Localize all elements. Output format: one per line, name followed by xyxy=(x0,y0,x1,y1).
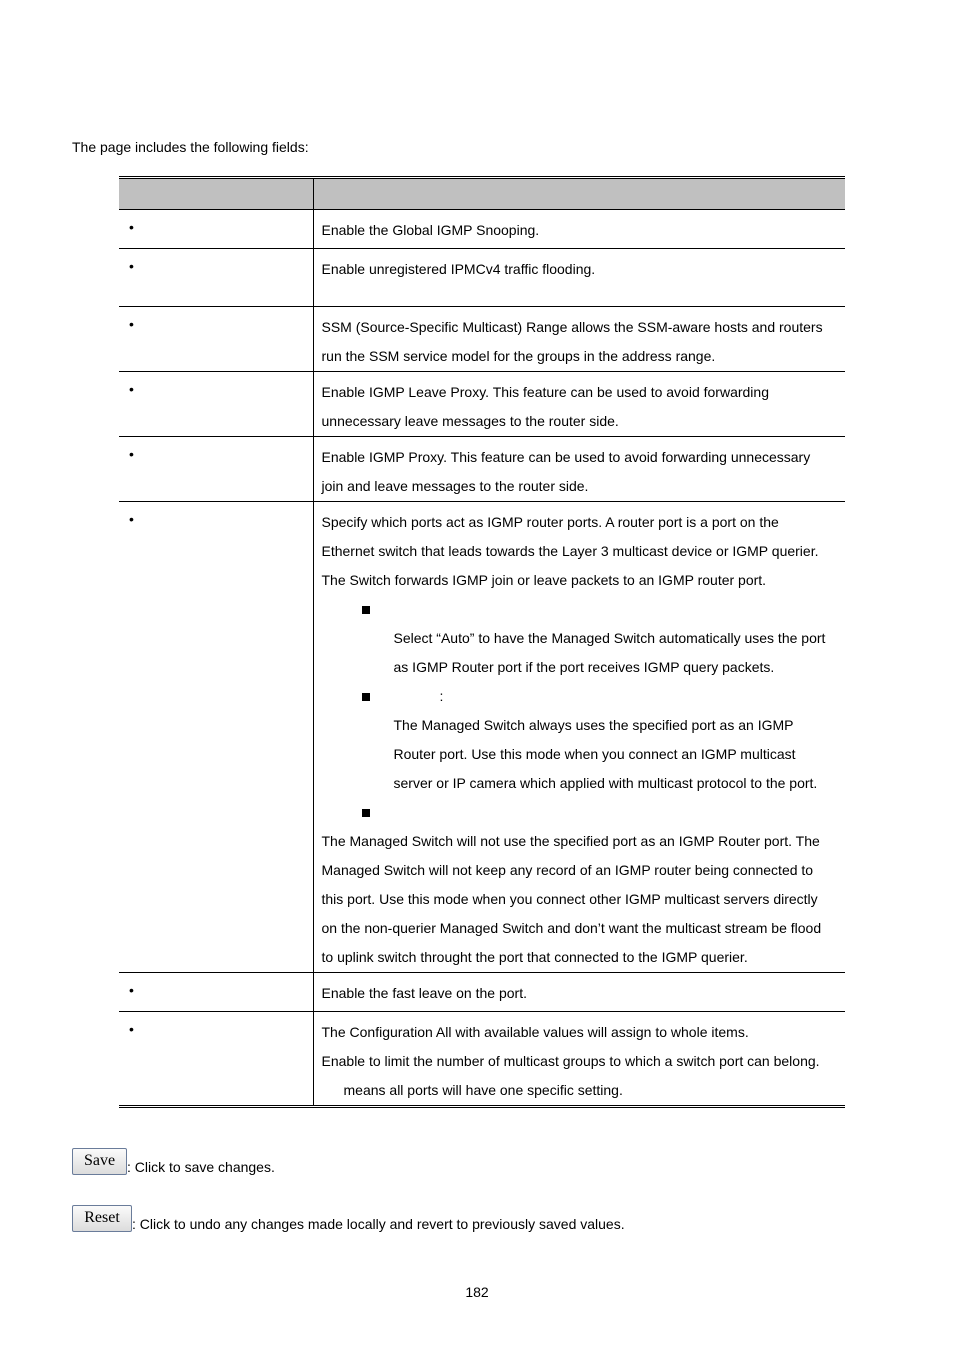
bullet-icon: • xyxy=(129,219,134,235)
table-row xyxy=(119,210,845,249)
description-line: The Configuration All with available values will assign to whole items. xyxy=(321,1024,749,1040)
table-row xyxy=(119,973,845,1012)
reset-legend xyxy=(72,1205,625,1232)
description-line: join and leave messages to the router side. xyxy=(321,478,589,494)
description-line: The Managed Switch always uses the specified port as an IGMP xyxy=(393,717,794,733)
description-line: The Managed Switch will not use the specified port as an IGMP Router port. The xyxy=(321,833,820,849)
save-description: : Click to save changes. xyxy=(127,1159,275,1175)
option-none xyxy=(322,798,838,827)
table-row xyxy=(119,437,845,502)
bullet-icon: • xyxy=(129,316,134,332)
description-line: server or IP camera which applied with multicast protocol to the port. xyxy=(393,775,818,791)
save-button[interactable]: Save xyxy=(72,1148,127,1175)
page-number: 182 xyxy=(465,1284,489,1300)
description-line: The Switch forwards IGMP join or leave packets to an IGMP router port. xyxy=(321,572,767,588)
description-line: Enable the Global IGMP Snooping. xyxy=(321,222,540,238)
description-line: as IGMP Router port if the port receives IGMP query packets. xyxy=(393,659,775,675)
description-line: Enable IGMP Proxy. This feature can be used to avoid forwarding unnecessary xyxy=(321,449,811,465)
reset-button[interactable]: Reset xyxy=(72,1205,132,1232)
description-line: unnecessary leave messages to the router side. xyxy=(321,413,619,429)
bullet-icon: • xyxy=(129,381,134,397)
description-line: Ethernet switch that leads towards the Layer 3 multicast device or IGMP querier. xyxy=(321,543,819,559)
description-line: means all ports will have one specific setting. xyxy=(343,1082,623,1098)
table-row xyxy=(119,502,845,973)
description-line: Enable IGMP Leave Proxy. This feature can be used to avoid forwarding xyxy=(321,384,769,400)
description-line: on the non-querier Managed Switch and don’t want the multicast stream be flood xyxy=(321,920,822,936)
bullet-icon: • xyxy=(129,511,134,527)
description-line: Router port. Use this mode when you connect an IGMP multicast xyxy=(393,746,796,762)
description-line: Select “Auto” to have the Managed Switch automatically uses the port xyxy=(393,630,826,646)
table-row xyxy=(119,249,845,307)
bullet-icon: • xyxy=(129,982,134,998)
square-bullet-icon xyxy=(362,606,370,614)
table-row xyxy=(119,1012,845,1107)
bullet-icon: • xyxy=(129,1021,134,1037)
header-description xyxy=(313,178,845,210)
description-line: Managed Switch will not keep any record of an IGMP router being connected to xyxy=(321,862,814,878)
bullet-icon: • xyxy=(129,446,134,462)
option-auto xyxy=(322,595,838,624)
description-line: this port. Use this mode when you connect other IGMP multicast servers directly xyxy=(321,891,818,907)
intro-text: The page includes the following fields: xyxy=(72,139,309,155)
description-line: Enable the fast leave on the port. xyxy=(321,985,527,1001)
option-fix xyxy=(322,682,838,711)
description-line: Enable unregistered IPMCv4 traffic flooding. xyxy=(321,261,596,277)
option-colon: : xyxy=(439,688,444,704)
table-row xyxy=(119,307,845,372)
description-line: SSM (Source-Specific Multicast) Range allows the SSM-aware hosts and routers xyxy=(321,319,823,335)
fields-table xyxy=(119,176,845,1108)
bullet-icon: • xyxy=(129,258,134,274)
description-line: to uplink switch throught the port that connected to the IGMP querier. xyxy=(321,949,748,965)
header-object xyxy=(119,178,313,210)
save-legend xyxy=(72,1148,275,1175)
reset-description: : Click to undo any changes made locally and revert to previously saved values. xyxy=(132,1216,625,1232)
square-bullet-icon xyxy=(362,809,370,817)
description-line: run the SSM service model for the groups in the address range. xyxy=(321,348,716,364)
table-header xyxy=(119,178,845,210)
description-line: Enable to limit the number of multicast groups to which a switch port can belong. xyxy=(321,1053,820,1069)
description-line: Specify which ports act as IGMP router ports. A router port is a port on the xyxy=(321,514,779,530)
table-row xyxy=(119,372,845,437)
square-bullet-icon xyxy=(362,693,370,701)
